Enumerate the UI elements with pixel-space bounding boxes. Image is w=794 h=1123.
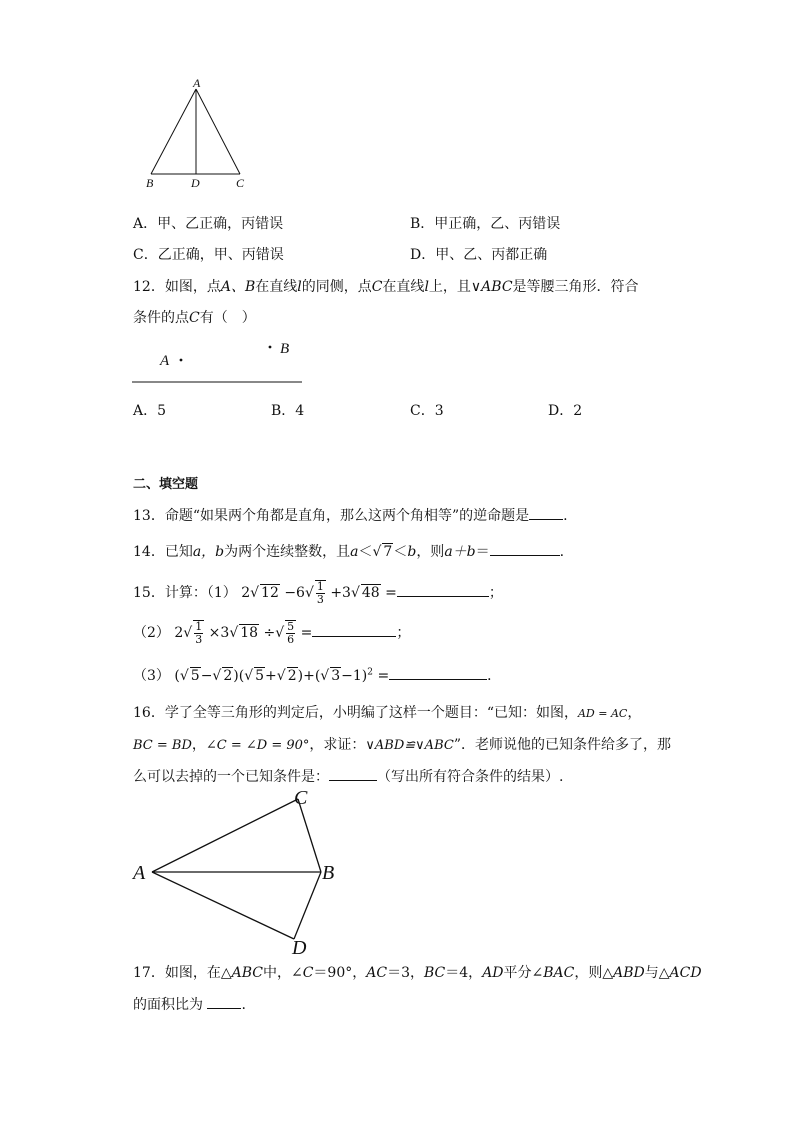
q12-option-b: B．4 (271, 403, 305, 419)
q11-option-c: C．乙正确，甲、丙错误 (133, 247, 284, 263)
q12-line2: 条件的点C有（ ） (133, 310, 256, 326)
q11-option-a: A．甲、乙正确，丙错误 (133, 216, 284, 232)
label-d: D (292, 937, 307, 959)
q12-option-d: D．2 (548, 403, 583, 419)
label-b: B (322, 862, 335, 884)
point-a-dot (180, 359, 183, 362)
q11-option-d: D．甲、乙、丙都正确 (410, 247, 548, 263)
q16-line1: 16．学了全等三角形的判定后，小明编了这样一个题目：“已知：如图，AD = AC， (133, 705, 642, 721)
q16-line2: BC = BD，∠C = ∠D = 90°，求证：∨ABD≌∨ABC”．老师说他的已知条件给多了，那 (133, 737, 671, 753)
label-a: A (133, 862, 146, 884)
q13: 13．命题“如果两个角都是直角，那么这两个角相等”的逆命题是 . (133, 508, 568, 524)
label-a: A (193, 76, 201, 90)
label-c: C (236, 176, 245, 190)
q15-line1: 15．计算：（1） 2√ 12 −6√ $\frac{1}{3}$ +3√ 48 = ； (133, 580, 503, 606)
q17-line2: 的面积比为 . (133, 997, 246, 1013)
label-point-a: A (160, 353, 170, 369)
q17-line1: 17．如图，在△ABC中，∠C＝90°，AC＝3，BC＝4，AD平分∠BAC，则△ABD与△ACD (133, 965, 702, 981)
figure-points-ab-line (130, 336, 310, 388)
q12-line1: 12．如图，点A、B在直线l的同侧，点C在直线l上，且∨ABC是等腰三角形．符合 (133, 279, 639, 295)
label-point-b: B (280, 341, 290, 357)
figure-quadrilateral-acbd (130, 782, 350, 962)
q14: 14．已知a，b为两个连续整数，且a＜√ 7＜b，则a＋b＝ . (133, 544, 565, 560)
q12-option-c: C．3 (410, 403, 444, 419)
section-title: 二、填空题 (133, 477, 199, 492)
q15-line3: （3） (√ 5−√ 2)(√ 5+√ 2)+(√ 3−1)$^2$ = ． (133, 667, 502, 684)
q12-option-a: A．5 (133, 403, 167, 419)
point-b-dot (269, 346, 272, 349)
label-d: D (191, 176, 200, 190)
label-b: B (146, 176, 154, 190)
label-c: C (294, 787, 308, 809)
q15-line2: （2） 2√ $\frac{1}{3}$ ×3√ 18 ÷√ $\frac{5}{6}$ = ； (133, 620, 411, 646)
figure-triangle-abc (140, 74, 260, 194)
q16-line3: 么可以去掉的一个已知条件是： （写出所有符合条件的结果）. (133, 769, 564, 785)
q11-option-b: B．甲正确，乙、丙错误 (410, 216, 561, 232)
